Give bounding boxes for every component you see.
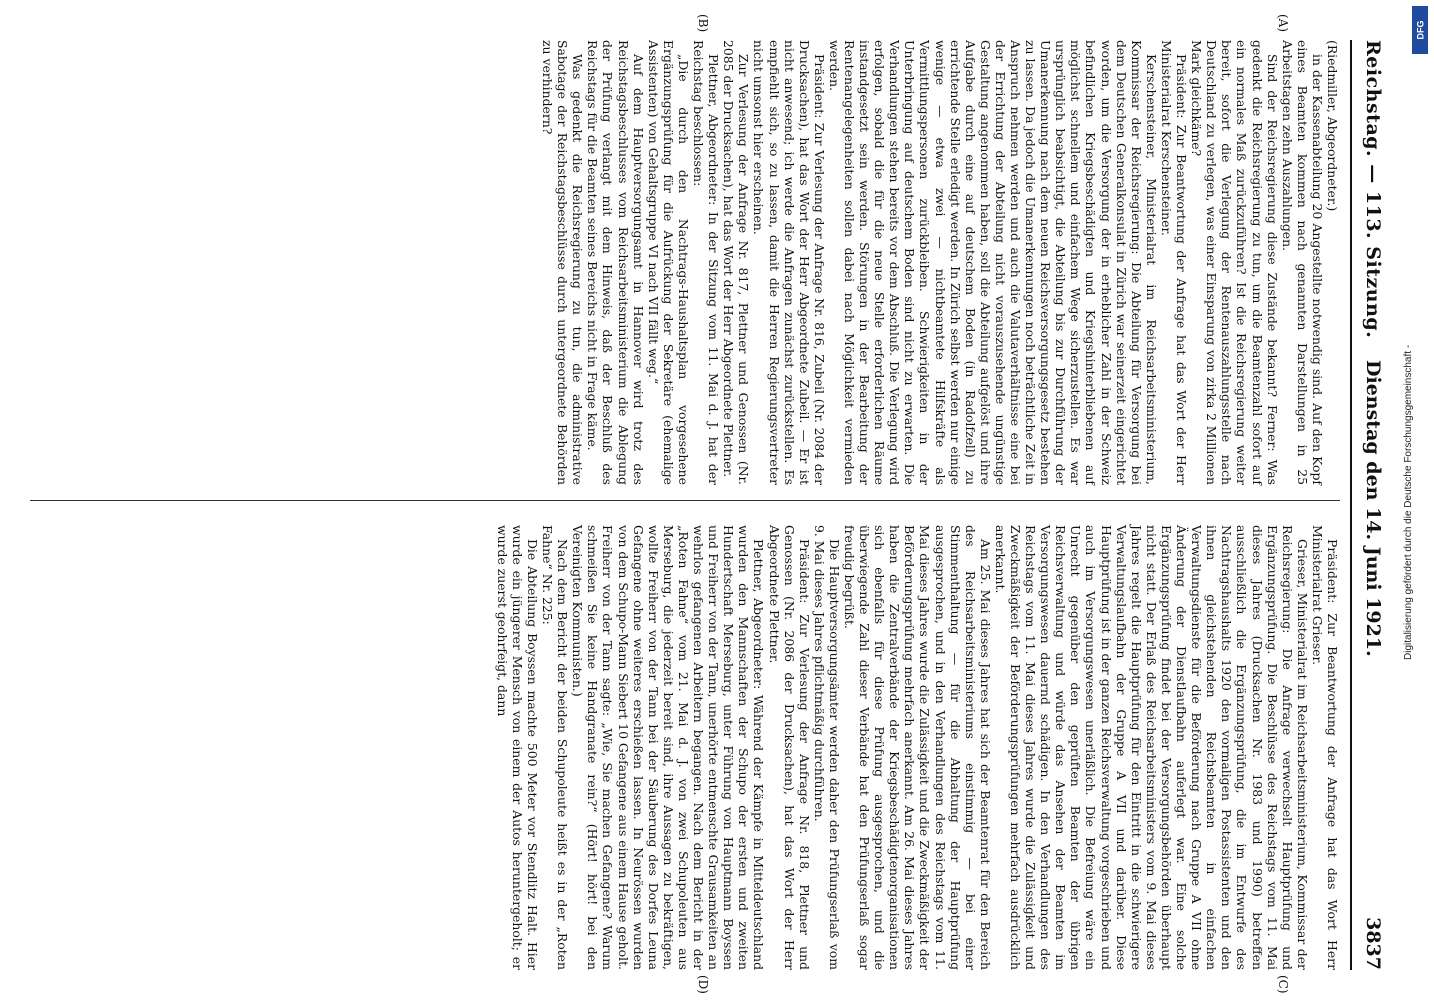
dfg-funding-note: Digitalisierung gefördert durch die Deutsche Forschungsgemeinschaft - <box>1403 344 1414 660</box>
paragraph: Was gedenkt die Reichsregierung zu tun, die administrative Sabotage der Reichstagsbeschlüsse durch untergeordnete Behörden zu verhindern? <box>540 40 586 485</box>
paragraph: Auf dem Hauptversorgungsamt in Hannover wird trotz des Reichstagsbeschlusses vom Reichsarbeitsministerium die Ablegung der Prüfung verlangt mit dem Hinweis, daß der Beschluß des Reichstags für die Beamten seines Bereichs nicht in Frage käme. <box>585 40 646 485</box>
speaker-continuation: (Riedmiller, Abgeordneter.) <box>1325 40 1340 212</box>
header-date: Dienstag den 14. Juni 1921. <box>1362 360 1384 657</box>
paragraph: Zur Verlesung der Anfrage Nr. 817, Plettner und Genossen (Nr. 2085 der Drucksachen), hat das Wort der Herr Abgeordnete Plettner. <box>721 40 752 485</box>
dfg-logo: DFG <box>1412 6 1428 54</box>
paragraph: Präsident: Zur Verlesung der Anfrage Nr. 816, Zubeil (Nr. 2084 der Drucksachen), hat das Wort der Herr Abgeordnete Zubeil. — Er ist nicht anwesend; ich werde die Anfragen zunächst zurückstellen. Es empfiehlt sich, so zu lassen, damit die Herren Regierungsvertreter nicht umsonst hier erscheinen. <box>751 40 827 485</box>
dfg-margin <box>1400 0 1434 1000</box>
paragraph: Plettner, Abgeordneter: Während der Kämpfe in Mitteldeutschland wurden den Mannschaften der Schupo der ersten und zweiten Hundertschaft Merseburg, unter Führung von Hauptmann Boyssen und Freiherr von der Tann, unerhörte entmenschte Grausamkeiten an wehrlos gefangenen Arbeitern begangen. Nach dem Bericht in der „Roten Fahne“ vom 21. Mai d. J. von zwei Schupoleuten aus Merseburg, die jederzeit bereit sind, ihre Aussagen zu bekräftigen, wollte Freiherr von der Tann bei der Säuberung des Dorfes Leuna Gefangene ohne weiteres erschießen lassen. In Neurössen wurden von dem Schupo-Mann Siebert 10 Gefangene aus einem Hause geholt. Freiherr von der Tann sagte: „Wie, Sie machen Gefangene? Warum schmeißen Sie keine Handgranate rein?“ (Hört! hört! bei den Vereinigten Kommunisten.) <box>570 525 767 970</box>
paragraph: „Die durch den Nachtrags-Haushaltsplan vorgesehene Ergänzungsprüfung für die Aufrückung der Sekretäre (ehemalige Assistenten) von Gehaltsgruppe VI nach VII fällt weg.“ <box>645 40 691 485</box>
page-number: 3837 <box>1362 917 1384 970</box>
paragraph: Präsident: Zur Beantwortung der Anfrage hat das Wort der Herr Ministerialrat Kerschensteiner. <box>1158 40 1190 485</box>
column-divider <box>30 500 1340 501</box>
paragraph: Die Abteilung Boyssen machte 500 Meter vor Stendlitz Halt. Hier wurde ein jüngerer Mensch von einem der Autos heruntergeholt; er wurde zuerst geohrfeigt, dann <box>494 525 541 970</box>
margin-marker-d: (D) <box>696 975 710 994</box>
margin-marker-c: (C) <box>1276 975 1290 994</box>
paragraph: Plettner, Abgeordneter: In der Sitzung vom 11. Mai d. J. hat der Reichstag beschlossen: <box>691 40 722 485</box>
header-left: Reichstag. — 113. Sitzung. <box>1362 40 1384 339</box>
paragraph: Sind der Reichsregierung diese Zustände bekannt? Ferner: Was gedenkt die Reichsregierung zu tun, um die Beamtenzahl sofort auf ein normales Maß zurückzuführen? Ist die Reichsregierung weiter bereit, sofort die Verlegung der Rentenauszahlungsstelle nach Deutschland zu verlegen, was einer Einsparung von zirka 2 Millionen Mark gleichkäme? <box>1189 40 1280 485</box>
page-header <box>1350 40 1392 970</box>
left-column <box>540 40 1340 485</box>
paragraph: Die Hauptversorgungsämter werden daher den Prüfungserlaß vom 9. Mai dieses Jahres pflichtmäßig durchführen. <box>811 525 842 970</box>
paragraph: Präsident: Zur Verlesung der Anfrage Nr. 818, Plettner und Genossen (Nr. 2086 der Drucksachen), hat das Wort der Herr Abgeordnete Plettner. <box>766 525 812 970</box>
paragraph: Grieser, Ministerialrat im Reichsarbeitsministerium, Kommissar der Reichsregierung: Die Anfrage verwechselt Hauptprüfung und Ergänzungsprüfung. Die Beschlüsse des Reichstags vom 11. Mai dieses Jahres (Drucksachen Nr. 1983 und 1990) betreffen ausschließlich die Ergänzungsprüfung, die im Entwurfe des Nachtragshaushalts 1920 den vormaligen Postassistenten und den ihnen gleichstehenden Reichsbeamten in einfachen Verwaltungsdienste für die Beförderung nach Gruppe A VII ohne Änderung der Dienstlaufbahn auferlegt war. Eine solche Ergänzungsprüfung findet bei der Versorgungsbehörden überhaupt nicht statt. Der Erlaß des Reichsarbeitsministers vom 9. Mai dieses Jahres regelt die Hauptprüfung für den Eintritt in die schwierigere Verwaltungslaufbahn der Gruppe A VII und darüber. Diese Hauptprüfung ist in der ganzen Reichsverwaltung vorgeschrieben und auch im Versorgungswesen unerläßlich. Die Befreiung wäre ein Unrecht gegenüber den geprüften Beamten der übrigen Reichsverwaltung und würde das Ansehen der Beamten im Versorgungswesen dauernd schädigen. In den Verhandlungen des Reichstags vom 11. Mai dieses Jahres wurde die Zulässigkeit und Zweckmäßigkeit der Beförderungsprüfungen mehrfach ausdrücklich anerkannt. <box>992 525 1310 970</box>
margin-marker-b: (B) <box>696 14 710 33</box>
paragraph: Präsident: Zur Beantwortung der Anfrage hat das Wort Herr Ministerialrat Grieser. <box>1309 525 1340 970</box>
paragraph: in der Kassenabteilung 20 Angestellte notwendig sind. Auf den Kopf eines Beamten kommen nach genannten Darstellungen in 25 Arbeitstagen zehn Auszahlungen. <box>1279 40 1325 485</box>
margin-marker-a: (A) <box>1276 14 1290 33</box>
right-column <box>495 525 1340 970</box>
paragraph: Nach dem Bericht der beiden Schupoleute heißt es in der „Roten Fahne“ Nr. 225: <box>540 525 571 970</box>
paragraph: Am 25. Mai dieses Jahres hat sich der Beamtenrat für den Bereich des Reichsarbeitsministeriums einstimmig — bei einer Stimmenthaltung — für die Abhaltung der Hauptprüfung ausgesprochen, und in den Verhandlungen des Reichstags vom 11. Mai dieses Jahres wurde die Zulässigkeit und die Zweckmäßigkeit der Beförderungsprüfung mehrfach anerkannt. Am 26. Mai dieses Jahres haben die Zentralverbände der Kriegsbeschädigtenorganisationen sich ebenfalls für diese Prüfung ausgesprochen, und die überwiegende Zahl dieser Verbände hat den Prüfungserlaß sogar freudig begrüßt. <box>842 525 993 970</box>
paragraph: Kerschensteiner, Ministerialrat im Reichsarbeitsministerium, Kommissar der Reichsregierung: Die Abteilung für Versorgung bei dem Deutschen Generalkonsulat in Zürich war seinerzeit eingerichtet worden, um die Versorgung der in erheblicher Zahl in der Schweiz befindlichen Kriegsbeschädigten und Kriegshinterbliebenen auf möglichst schnellem und einfachem Wege sicherzustellen. Es war ursprünglich beabsichtigt, die Abteilung bis zur Durchführung der Umanerkennung nach dem neuen Reichsversorgungsgesetz bestehen zu lassen. Da jedoch die Umanerkennungen noch beträchtliche Zeit in Anspruch nehmen werden und auch die Valutaverhältnisse eine bei der Errichtung der Abteilung nicht vorauszusehende ungünstige Gestaltung angenommen haben, soll die Abteilung aufgelöst und ihre Aufgabe durch eine auf deutschem Boden (in Radolfzell) zu errichtende Stelle erledigt werden. In Zürich selbst werden nur einige wenige — etwa zwei — nichtbeamtete Hilfskräfte als Vermittlungspersonen zurückbleiben. Schwierigkeiten in der Unterbringung auf deutschem Boden sind nicht zu erwarten. Die Verhandlungen stehen bereits vor dem Abschluß. Die Verlegung wird erfolgen, sobald die für die neue Stelle erforderlichen Räume instandgesetzt sein werden. Störungen in der Bearbeitung der Rentenangelegenheiten sollen dabei nach Möglichkeit vermieden werden. <box>826 40 1159 485</box>
